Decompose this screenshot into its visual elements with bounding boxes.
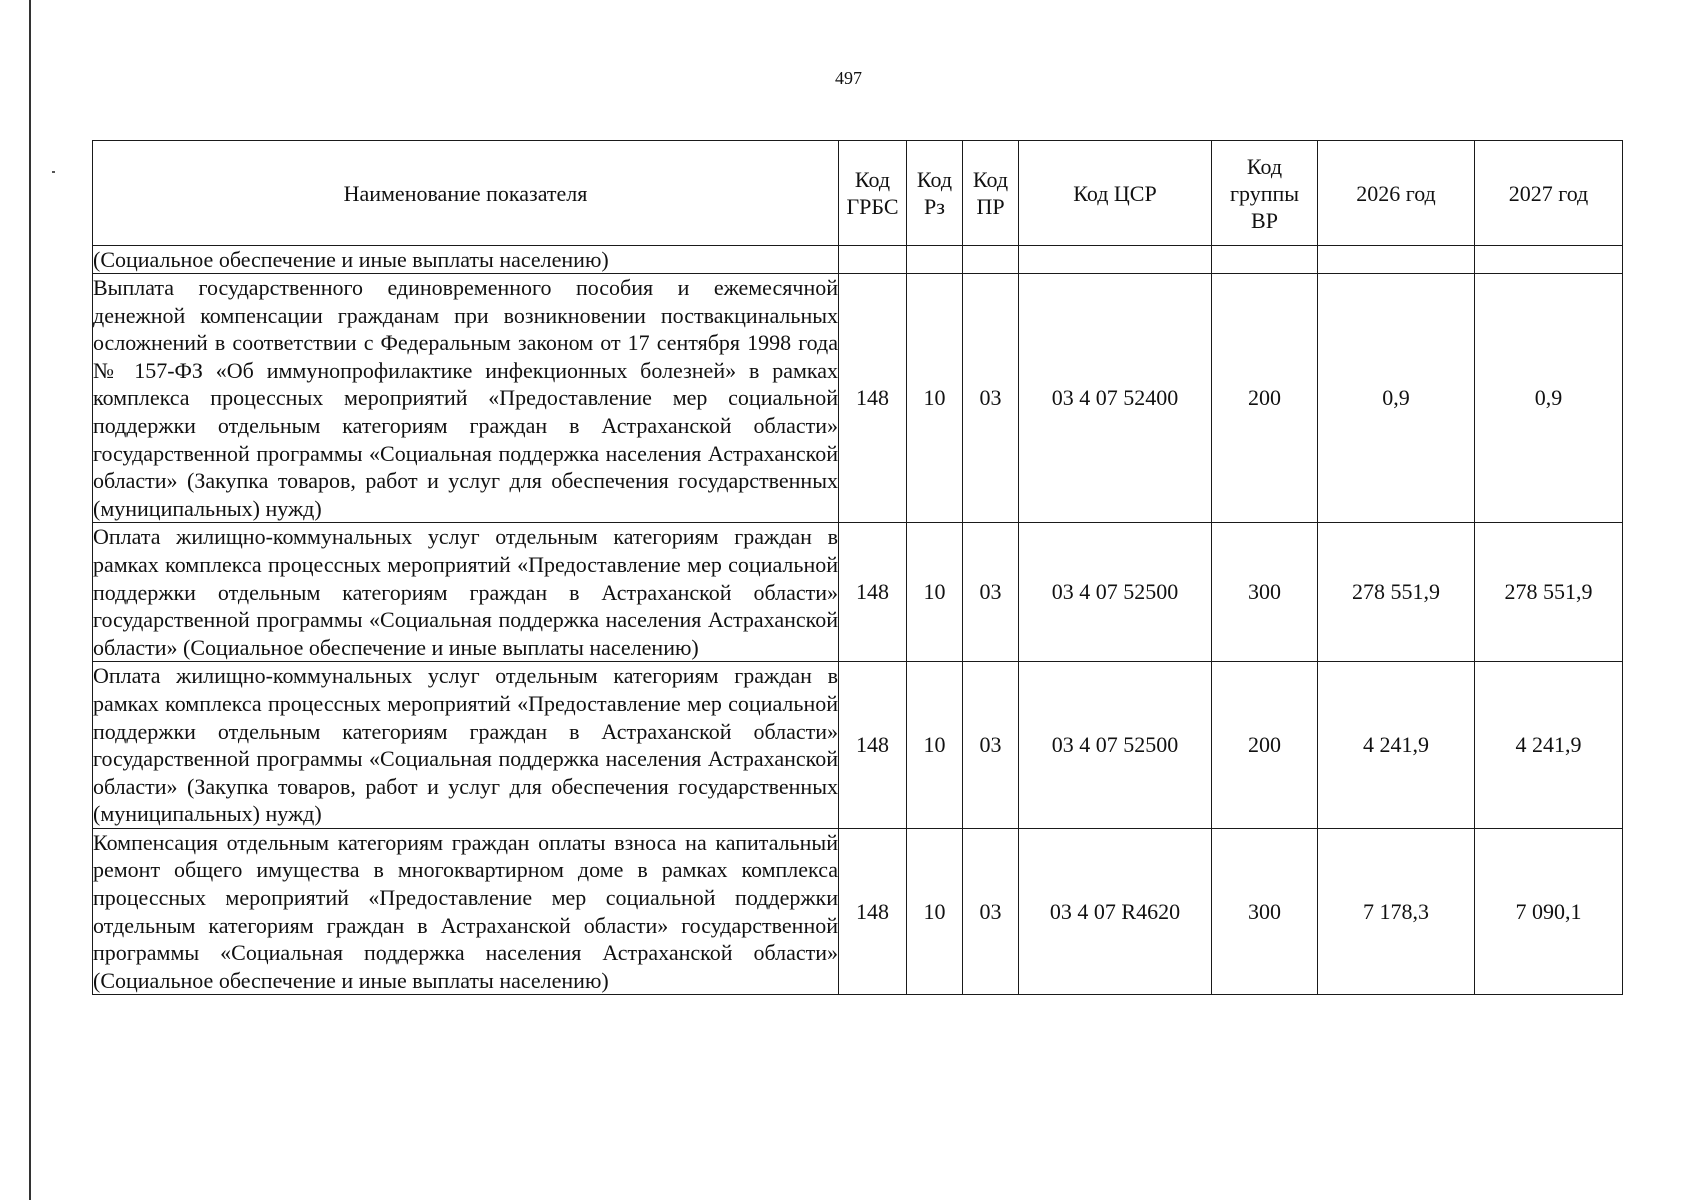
cell-grbs: 148 — [839, 662, 907, 829]
cell-grbs: 148 — [839, 523, 907, 662]
header-csr-code: Код ЦСР — [1019, 141, 1212, 246]
cell-empty — [963, 246, 1019, 274]
page-number — [0, 68, 1697, 89]
cell-vr: 200 — [1212, 662, 1318, 829]
cell-year-2026: 278 551,9 — [1318, 523, 1475, 662]
cell-grbs: 148 — [839, 274, 907, 523]
cell-vr: 300 — [1212, 828, 1318, 995]
header-grbs-line1: Код — [854, 167, 891, 192]
page-number-text: 497 — [835, 68, 862, 88]
table-row — [93, 662, 1623, 829]
cell-csr: 03 4 07 52500 — [1019, 662, 1212, 829]
page-margin-line — [29, 0, 31, 1200]
cell-rz: 10 — [907, 828, 963, 995]
cell-name: Оплата жилищно-коммунальных услуг отдельным категориям граждан в рамках комплекса процессных мероприятий «Предоставление мер социальной поддержки отдельным категориям граждан в Астраханской области» государственной программы «Социальная поддержка населения Астраханской области» (Закупка товаров, работ и услуг для обеспечения государственных (муниципальных) нужд) — [93, 662, 839, 829]
header-vr-line3: ВР — [1251, 207, 1278, 233]
cell-empty — [1212, 246, 1318, 274]
header-rz-code — [907, 141, 963, 246]
header-indicator-name: Наименование показателя — [93, 141, 839, 246]
cell-year-2027: 0,9 — [1475, 274, 1623, 523]
cell-year-2026: 0,9 — [1318, 274, 1475, 523]
cell-pr: 03 — [963, 274, 1019, 523]
table-row — [93, 828, 1623, 995]
cell-name: (Социальное обеспечение и иные выплаты населению) — [93, 246, 839, 274]
cell-rz: 10 — [907, 274, 963, 523]
cell-vr: 200 — [1212, 274, 1318, 523]
header-vr-line2: группы — [1229, 180, 1300, 206]
header-vr-code — [1212, 141, 1318, 246]
header-grbs-line2: ГРБС — [846, 194, 899, 219]
header-rz-line2: Рз — [924, 194, 945, 219]
cell-year-2027: 7 090,1 — [1475, 828, 1623, 995]
cell-pr: 03 — [963, 662, 1019, 829]
budget-table — [92, 140, 1623, 995]
cell-csr: 03 4 07 52400 — [1019, 274, 1212, 523]
table-header-row — [93, 141, 1623, 246]
cell-empty — [1475, 246, 1623, 274]
cell-year-2027: 278 551,9 — [1475, 523, 1623, 662]
cell-year-2026: 7 178,3 — [1318, 828, 1475, 995]
cell-name: Компенсация отдельным категориям граждан оплаты взноса на капитальный ремонт общего имущества в многоквартирном доме в рамках комплекса процессных мероприятий «Предоставление мер социальной поддержки отдельным категориям граждан в Астраханской области» государственной программы «Социальная поддержка населения Астраханской области» (Социальное обеспечение и иные выплаты населению) — [93, 828, 839, 995]
table-row — [93, 274, 1623, 523]
header-grbs-code — [839, 141, 907, 246]
cell-vr: 300 — [1212, 523, 1318, 662]
cell-year-2027: 4 241,9 — [1475, 662, 1623, 829]
cell-rz: 10 — [907, 523, 963, 662]
cell-csr: 03 4 07 R4620 — [1019, 828, 1212, 995]
cell-empty — [839, 246, 907, 274]
cell-empty — [1318, 246, 1475, 274]
header-vr-line1: Код — [1246, 153, 1283, 179]
header-pr-line2: ПР — [976, 194, 1005, 219]
cell-name: Оплата жилищно-коммунальных услуг отдельным категориям граждан в рамках комплекса процессных мероприятий «Предоставление мер социальной поддержки отдельным категориям граждан в Астраханской области» государственной программы «Социальная поддержка населения Астраханской области» (Социальное обеспечение и иные выплаты населению) — [93, 523, 839, 662]
table-row-continuation — [93, 246, 1623, 274]
header-rz-line1: Код — [916, 167, 953, 192]
header-year-2026: 2026 год — [1318, 141, 1475, 246]
header-year-2027: 2027 год — [1475, 141, 1623, 246]
header-pr-code — [963, 141, 1019, 246]
scan-speck — [52, 171, 55, 173]
cell-pr: 03 — [963, 828, 1019, 995]
header-pr-line1: Код — [972, 167, 1009, 192]
cell-name: Выплата государственного единовременного пособия и ежемесячной денежной компенсации гражданам при возникновении поствакцинальных осложнений в соответствии с Федеральным законом от 17 сентября 1998 года № 157-ФЗ «Об иммунопрофилактике инфекционных болезней» в рамках комплекса процессных мероприятий «Предоставление мер социальной поддержки отдельным категориям граждан в Астраханской области» государственной программы «Социальная поддержка населения Астраханской области» (Закупка товаров, работ и услуг для обеспечения государственных (муниципальных) нужд) — [93, 274, 839, 523]
cell-empty — [1019, 246, 1212, 274]
cell-year-2026: 4 241,9 — [1318, 662, 1475, 829]
cell-empty — [907, 246, 963, 274]
cell-grbs: 148 — [839, 828, 907, 995]
cell-rz: 10 — [907, 662, 963, 829]
cell-csr: 03 4 07 52500 — [1019, 523, 1212, 662]
cell-pr: 03 — [963, 523, 1019, 662]
table-row — [93, 523, 1623, 662]
